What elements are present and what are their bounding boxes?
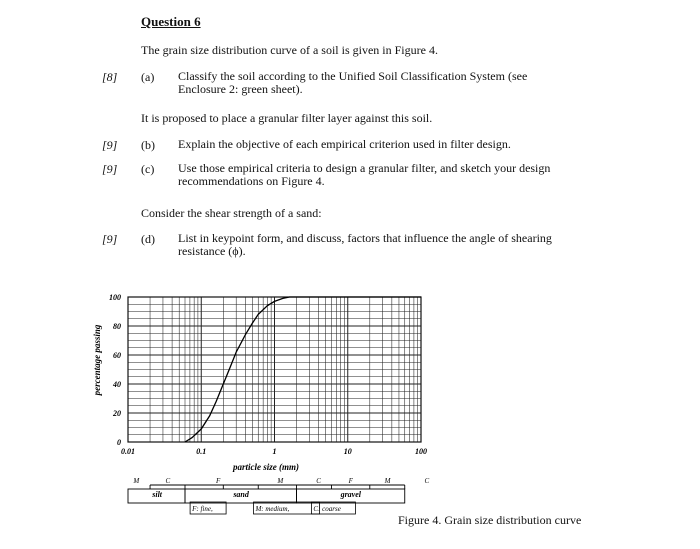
class-row2-label: silt xyxy=(152,490,163,499)
part-d-text-2: resistance (ϕ). xyxy=(178,244,246,258)
x-tick-label: 0.1 xyxy=(196,447,207,456)
part-a-text-1: Classify the soil according to the Unified Soil Classification System (see xyxy=(178,69,528,83)
x-tick-label: 1 xyxy=(272,447,277,456)
question-intro: The grain size distribution curve of a soil is given in Figure 4. xyxy=(141,43,438,57)
part-c-marks: [9] xyxy=(102,162,118,176)
part-a-label: (a) xyxy=(141,70,155,84)
question-title: Question 6 xyxy=(141,14,201,29)
chart-grid xyxy=(128,297,421,442)
y-tick-label: 100 xyxy=(109,293,121,302)
part-c-text-2: recommendations on Figure 4. xyxy=(178,174,325,188)
part-d-label: (d) xyxy=(141,232,155,246)
class-row1-label: C xyxy=(424,477,430,485)
y-tick-label: 0 xyxy=(117,438,121,447)
y-tick-label: 80 xyxy=(113,322,121,331)
figure-caption: Figure 4. Grain size distribution curve xyxy=(398,513,582,527)
classification-bar xyxy=(128,477,429,514)
class-row1-label: C xyxy=(316,477,321,485)
class-row1-label: F xyxy=(215,477,221,485)
part-d-text-1: List in keypoint form, and discuss, factors that influence the angle of shearing xyxy=(178,231,552,245)
class-legend-label: F: fine, xyxy=(192,505,213,513)
class-legend-label: C: coarse xyxy=(313,505,341,513)
y-axis-label: percentage passing xyxy=(92,324,102,396)
x-tick-label: 10 xyxy=(343,447,352,456)
class-row1-label: M xyxy=(133,477,140,485)
filter-intro: It is proposed to place a granular filter layer against this soil. xyxy=(141,111,433,125)
class-row2-label: sand xyxy=(233,490,249,499)
y-tick-labels xyxy=(109,293,121,447)
x-tick-label: 0.01 xyxy=(121,447,135,456)
part-a-text-2: Enclosure 2: green sheet). xyxy=(178,82,303,96)
y-tick-label: 20 xyxy=(113,409,121,418)
class-row1-label: M xyxy=(277,477,284,485)
part-d-marks: [9] xyxy=(102,232,118,246)
part-b-text: Explain the objective of each empirical criterion used in filter design. xyxy=(178,137,511,151)
part-c-label: (c) xyxy=(141,162,155,176)
y-tick-label: 60 xyxy=(113,351,121,360)
class-row1-label: M xyxy=(384,477,391,485)
class-row1-label: F xyxy=(348,477,353,485)
x-tick-label: 100 xyxy=(415,447,427,456)
x-tick-labels xyxy=(121,447,427,456)
class-row2-label: gravel xyxy=(340,490,362,499)
shear-intro: Consider the shear strength of a sand: xyxy=(141,206,322,220)
part-b-marks: [9] xyxy=(102,138,118,152)
part-c-text-1: Use those empirical criteria to design a granular filter, and sketch your design xyxy=(178,161,551,175)
part-b-label: (b) xyxy=(141,138,155,152)
class-legend-label: M: medium, xyxy=(255,505,290,513)
part-a-marks: [8] xyxy=(102,70,118,84)
y-tick-label: 40 xyxy=(113,380,121,389)
x-axis-label: particle size (mm) xyxy=(233,462,299,472)
class-row1-label: C xyxy=(165,477,171,485)
